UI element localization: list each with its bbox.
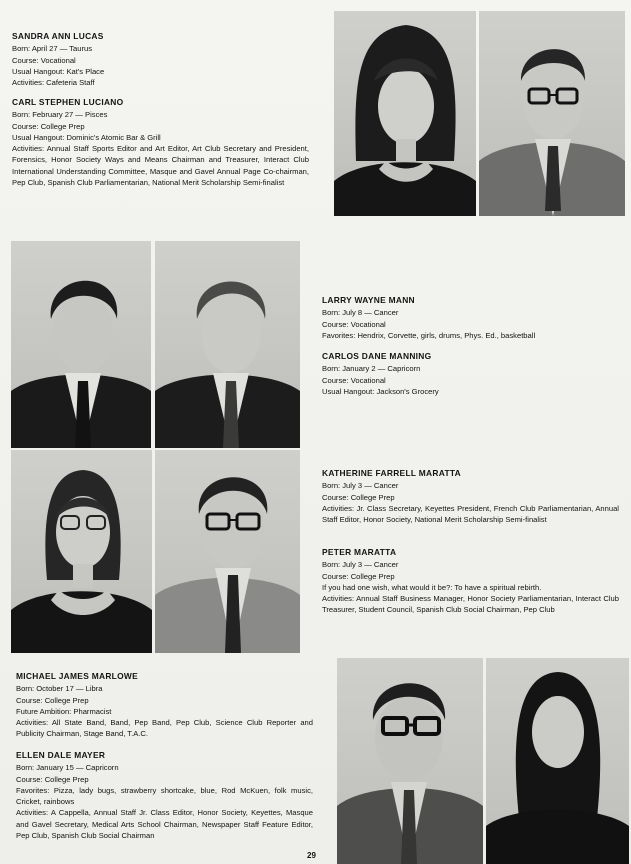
bio-activities: Activities: A Cappella, Annual Staff Jr. Class Editor, Honor Society, Keyettes, Masque and Gavel Secretary, Medical Arts School Chairman, Newspaper Staff Feature Editor, Pep Club, Spanish Club Social Chairman <box>16 808 313 841</box>
portrait-michael-marlowe <box>337 658 483 864</box>
bio-line: Course: Vocational <box>322 319 386 329</box>
page-number: 29 <box>307 851 316 860</box>
bio-line: Course: Vocational <box>322 375 386 385</box>
bio-line: Born: October 17 — Libra <box>16 684 103 694</box>
bio-line: Born: July 3 — Cancer <box>322 560 399 570</box>
bio-carl-luciano <box>12 97 309 188</box>
portrait-ellen-mayer <box>486 658 629 864</box>
bio-activities: Activities: Jr. Class Secretary, Keyettes President, French Club Parliamentarian, Annual Staff Editor, Honor Society, National Merit Scholarship Semi-finalist <box>322 503 619 525</box>
bio-katherine-maratta <box>322 468 619 525</box>
bio-ellen-mayer <box>16 750 313 841</box>
bio-line: Born: April 27 — Taurus <box>12 44 93 54</box>
student-name: ELLEN DALE MAYER <box>16 750 106 760</box>
bio-line: Course: College Prep <box>16 774 89 784</box>
bio-line: Course: Vocational <box>12 55 76 65</box>
bio-line: Course: College Prep <box>12 121 85 131</box>
student-name: SANDRA ANN LUCAS <box>12 31 104 41</box>
bio-line: Born: July 3 — Cancer <box>322 481 399 491</box>
bio-line: If you had one wish, what would it be?: To have a spiritual rebirth. <box>322 582 542 592</box>
bio-line: Born: July 8 — Cancer <box>322 308 399 318</box>
portrait-sandra-lucas <box>334 11 476 216</box>
bio-line: Usual Hangout: Dominic's Atomic Bar & Grill <box>12 132 161 142</box>
portrait-carlos-manning <box>155 241 300 448</box>
bio-carlos-manning <box>322 351 622 397</box>
bio-michael-marlowe <box>16 671 313 740</box>
bio-line: Usual Hangout: Jackson's Grocery <box>322 386 439 396</box>
bio-favorites: Favorites: Pizza, lady bugs, strawberry shortcake, blue, Rod McKuen, folk music, Cricket, rainbows <box>16 785 313 807</box>
portrait-katherine-maratta <box>11 450 152 653</box>
bio-larry-mann <box>322 295 622 341</box>
student-name: CARLOS DANE MANNING <box>322 351 432 361</box>
bio-line: Future Ambition: Pharmacist <box>16 706 112 716</box>
student-name: MICHAEL JAMES MARLOWE <box>16 671 138 681</box>
portrait-peter-maratta <box>155 450 300 653</box>
bio-line: Born: February 27 — Pisces <box>12 110 108 120</box>
bio-activities: Activities: Annual Staff Sports Editor and Art Editor, Art Club Secretary and President, Forensics, Honor Society Ways and Means Chairman and Treasurer, Interact Club International Understanding Committee, Masque and Gavel Annual Page Co-chairman, Pep Club, Spanish Club Parliamentarian, National Merit Scholarship Semi-finalist <box>12 144 309 188</box>
bio-sandra-lucas <box>12 31 312 88</box>
bio-line: Activities: Cafeteria Staff <box>12 78 95 88</box>
bio-activities: Activities: All State Band, Band, Pep Band, Pep Club, Science Club Reporter and Publicity Chairman, Stage Band, T.A.C. <box>16 718 313 739</box>
bio-line: Usual Hangout: Kat's Place <box>12 66 105 76</box>
bio-line: Course: College Prep <box>322 492 395 502</box>
bio-line: Course: College Prep <box>322 571 395 581</box>
student-name: PETER MARATTA <box>322 547 397 557</box>
student-name: KATHERINE FARRELL MARATTA <box>322 468 462 478</box>
bio-line: Favorites: Hendrix, Corvette, girls, drums, Phys. Ed., basketball <box>322 330 536 340</box>
bio-line: Course: College Prep <box>16 695 89 705</box>
portrait-larry-mann <box>11 241 151 448</box>
bio-line: Born: January 15 — Capricorn <box>16 763 119 773</box>
student-name: CARL STEPHEN LUCIANO <box>12 97 124 107</box>
bio-activities: Activities: Annual Staff Business Manager, Honor Society Parliamentarian, Interact Club Treasurer, Student Council, Spanish Club Social Chairman, Pep Club <box>322 594 619 615</box>
student-name: LARRY WAYNE MANN <box>322 295 415 305</box>
bio-line: Born: January 2 — Capricorn <box>322 364 421 374</box>
bio-peter-maratta <box>322 547 619 616</box>
portrait-carl-luciano <box>479 11 625 216</box>
